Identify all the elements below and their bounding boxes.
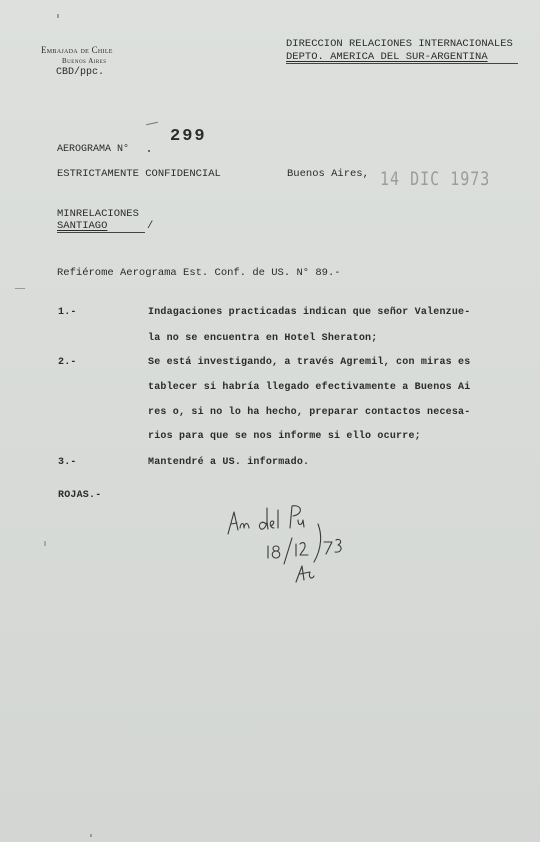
item-1-line-2: la no se encuentra en Hotel Sheraton; [148,333,378,344]
recipient-underline [286,63,518,64]
handwritten-note [222,500,352,595]
addressee-mark: / [147,220,154,232]
classification: ESTRICTAMENTE CONFIDENCIAL [57,168,221,180]
margin-tick-left [15,288,25,289]
item-3-number: 3.- [58,457,77,468]
embassy-city: Buenos Aires [62,57,107,65]
recipient-dept-line2: DEPTO. AMERICA DEL SUR-ARGENTINA [286,51,488,63]
addressee-line1: MINRELACIONES [57,208,139,220]
item-2-number: 2.- [58,357,77,368]
item-3-line-1: Mantendré a US. informado. [148,457,310,468]
reference-initials: CBD/ppc. [56,67,105,78]
embassy-name: Embajada de Chile [41,45,113,55]
bottom-mark [90,834,92,837]
aerogram-number: 299 [170,127,207,146]
item-2-line-3: res o, si no lo ha hecho, preparar contactos necesa- [148,407,471,418]
margin-dot [44,541,46,546]
place-label: Buenos Aires, [287,168,369,180]
addressee-underline [57,232,145,233]
item-2-line-1: Se está investigando, a través Agremil, con miras es [148,357,471,368]
item-2-line-2: tablecer si habría llegado efectivamente a Buenos Ai [148,382,471,393]
date-stamp: 14 DIC 1973 [380,167,491,190]
aerogram-dot [148,150,150,152]
aerogram-tick [146,122,158,125]
recipient-dept-line1: DIRECCION RELACIONES INTERNACIONALES [286,38,513,50]
signature: ROJAS.- [58,490,102,501]
top-mark [57,14,59,18]
item-2-line-4: rios para que se nos informe si ello ocurre; [148,431,421,442]
item-1-number: 1.- [58,307,77,318]
aerogram-label: AEROGRAMA N° [57,144,130,155]
item-1-line-1: Indagaciones practicadas indican que señor Valenzue- [148,307,471,318]
addressee-line2: SANTIAGO [57,220,108,232]
reference-line: Refiérome Aerograma Est. Conf. de US. N° 89.- [57,267,341,279]
